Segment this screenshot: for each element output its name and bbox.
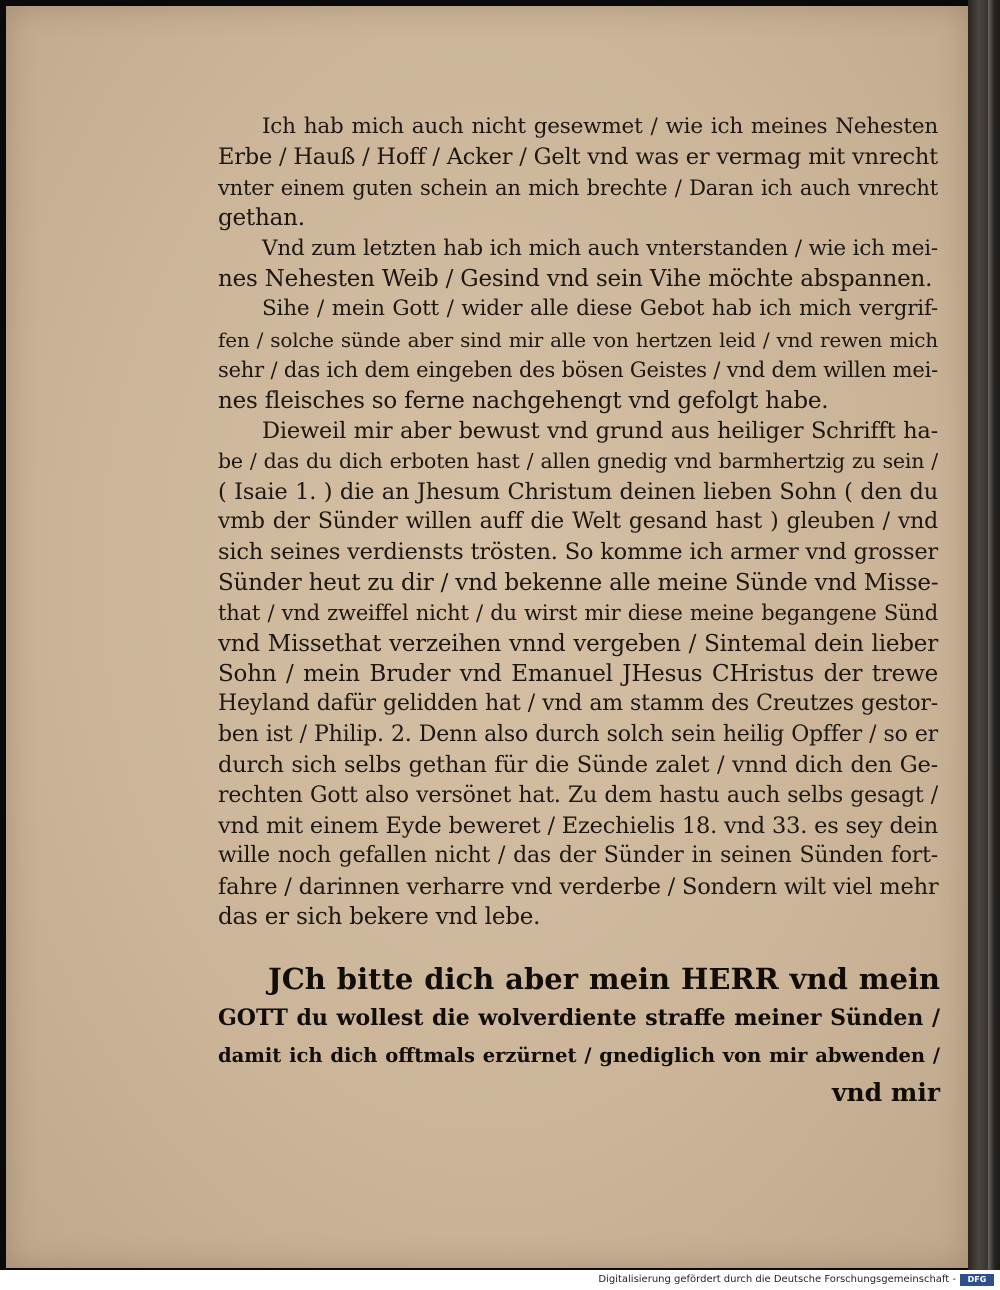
book-spine [968, 0, 1000, 1270]
text-line: sich seines verdiensts trösten. So komme ich armer vnd grosser [218, 539, 938, 566]
text-line: fen / solche sünde aber sind mir alle von hertzen leid / vnd rewen mich [218, 327, 938, 352]
text-line: nes Nehesten Weib / Gesind vnd sein Vihe möchte abspannen. [218, 265, 933, 292]
spine-edge [988, 0, 994, 1270]
prayer-initial-line: JCh bitte dich aber mein HERR vnd mein [268, 962, 940, 996]
text-line: Erbe / Hauß / Hoff / Acker / Gelt vnd was er vermag mit vnrecht [218, 144, 939, 171]
text-line: ben ist / Philip. 2. Denn also durch solch sein heilig Opffer / so er [218, 721, 938, 747]
text-line: sehr / das ich dem eingeben des bösen Geistes / vnd dem willen mei- [218, 358, 938, 383]
text-line: wille noch gefallen nicht / das der Sünder in seinen Sünden fort- [218, 843, 938, 869]
text-line: that / vnd zweiffel nicht / du wirst mir diese meine begangene Sünd [218, 601, 938, 626]
catchword: vnd mir [831, 1078, 940, 1107]
prayer-block [218, 958, 940, 1111]
text-line: vmb der Sünder willen auff die Welt gesand hast ) gleuben / vnd [218, 509, 938, 535]
text-line: Sünder heut zu dir / vnd bekenne alle meine Sünde vnd Misse- [218, 569, 939, 596]
text-line: vnter einem guten schein an mich brechte / Daran ich auch vnrecht [218, 175, 938, 200]
prayer-line-2: GOTT du wollest die wolverdiente straffe meiner Sünden / [218, 1005, 940, 1031]
text-line: gethan. [218, 205, 305, 232]
text-line: Dieweil mir aber bewust vnd grund aus heiliger Schrifft ha- [262, 417, 938, 444]
text-line: Heyland dafür gelidden hat / vnd am stamm des Creutzes gestor- [218, 691, 938, 717]
text-line: Vnd zum letzten hab ich mich auch vnterstanden / wie ich mei- [262, 235, 938, 261]
dfg-logo: DFG [960, 1274, 994, 1286]
text-line: Sohn / mein Bruder vnd Emanuel JHesus CHristus der trewe [218, 661, 938, 688]
text-line: rechten Gott also versönet hat. Zu dem hastu auch selbs gesagt / [218, 782, 938, 808]
main-text-block [218, 112, 938, 933]
text-line: Ich hab mich auch nicht gesewmet / wie ich meines Nehesten [262, 114, 938, 139]
text-line: fahre / darinnen verharre vnd verderbe / Sondern wilt viel mehr [218, 873, 939, 900]
text-line: Sihe / mein Gott / wider alle diese Gebot hab ich mich vergrif- [262, 296, 938, 322]
text-line: das er sich bekere vnd lebe. [218, 904, 541, 931]
text-line: vnd Missethat verzeihen vnnd vergeben / Sintemal dein lieber [218, 630, 938, 657]
text-line: be / das du dich erboten hast / allen gnedig vnd barmhertzig zu sein / [218, 449, 938, 474]
footer-bar [0, 1270, 1000, 1290]
funding-credit: Digitalisierung gefördert durch die Deutsche Forschungsgemeinschaft - [598, 1274, 956, 1285]
text-line: ( Isaie 1. ) die an Jhesum Christum deinen lieben Sohn ( den du [218, 478, 938, 505]
prayer-line-3: damit ich dich offtmals erzürnet / gnediglich von mir abwenden / [218, 1044, 940, 1067]
text-line: nes fleisches so ferne nachgehengt vnd gefolgt habe. [218, 387, 829, 414]
text-line: vnd mit einem Eyde beweret / Ezechielis 18. vnd 33. es sey dein [218, 812, 939, 839]
text-line: durch sich selbs gethan für die Sünde zalet / vnnd dich den Ge- [218, 752, 938, 779]
